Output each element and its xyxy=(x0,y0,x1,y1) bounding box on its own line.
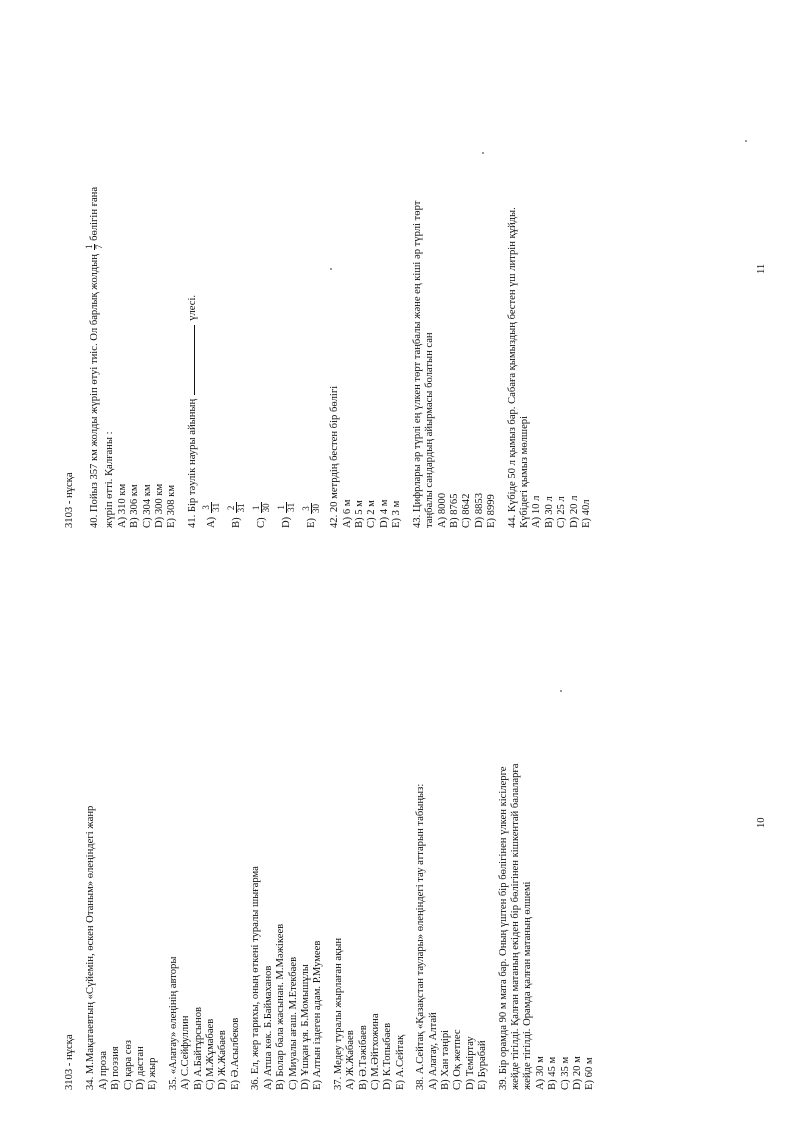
answer-option: C) Оқ жетпес xyxy=(452,1029,464,1090)
answer-option: C) 304 км xyxy=(141,484,153,528)
answer-option xyxy=(252,187,271,528)
answer-option: C) Миуалы ағаш. М.Етекбаев xyxy=(287,956,299,1090)
answer-option: C) 25 л xyxy=(556,496,568,528)
answer-option: B) Хан тәңірі xyxy=(439,1029,451,1090)
fraction xyxy=(227,502,246,513)
fraction-numerator: 1 xyxy=(252,502,262,513)
answer-option: E) Алтын іздеген адам. Р.Мумеев xyxy=(312,940,324,1090)
question-39 xyxy=(498,764,597,1090)
answer-option: E) 3 м xyxy=(391,500,403,528)
option-label: C) xyxy=(256,517,268,528)
fraction-denominator: 31 xyxy=(211,502,222,512)
fraction xyxy=(85,244,104,251)
answer-option: E) 308 км xyxy=(166,484,178,528)
question-34 xyxy=(85,764,159,1090)
answer-option: A) 310 км xyxy=(116,483,128,528)
fraction-denominator: 31 xyxy=(286,502,297,512)
answer-option: B) 30 л xyxy=(543,496,555,528)
answer-option: A) Алатау, Алтай xyxy=(427,1012,439,1090)
answer-option: A) 8000 xyxy=(436,492,448,528)
answer-option: D) Ж.Жабаев xyxy=(217,1030,229,1090)
question-stem: 37. Медеу туралы жырлаған ақын xyxy=(332,937,344,1090)
question-stem: Күбідегі қымыз мөлшері xyxy=(518,415,530,528)
answer-option: E) 60 м xyxy=(584,1057,596,1090)
fraction-numerator: 3 xyxy=(202,502,212,513)
answer-option: B) поэзия xyxy=(110,1046,122,1090)
answer-option xyxy=(302,187,321,528)
answer-option: B) Болар бала жасынан. М.Мәжікеев xyxy=(275,923,287,1090)
question-44 xyxy=(507,187,594,528)
question-stem: 36. Ел, жер тарихы, оның өткені туралы шығарма xyxy=(250,866,262,1090)
question-stem: 42. 20 метрдің бестен бір бөлігі xyxy=(329,385,341,528)
question-stem: 38. А.Сейтақ «Қазақстан таулары» өлеңіндегі тау аттарын табыңыз: xyxy=(415,783,427,1090)
answer-option: A) 6 м xyxy=(341,499,353,528)
fraction-numerator: 1 xyxy=(84,244,95,250)
answer-option: D) 300 км xyxy=(154,483,166,528)
left-page-header: 3103 - нұсқа xyxy=(64,1034,75,1090)
answer-option: E) 40л xyxy=(580,499,592,528)
answer-option: C) 2 м xyxy=(366,500,378,528)
answer-option: E) Бурабай xyxy=(477,1040,489,1090)
answer-option: E) 8999 xyxy=(486,494,498,528)
question-stem: 34. М.Мақатаевтың «Сүйемін, өскен Отаным» өлеңіндегі жанр xyxy=(85,805,97,1090)
right-page-header: 3103 - нұсқа xyxy=(64,472,75,528)
scan-speck xyxy=(482,152,484,154)
fraction xyxy=(302,503,321,514)
question-36 xyxy=(250,764,324,1090)
answer-option: B) 5 м xyxy=(354,500,366,528)
question-43 xyxy=(412,187,499,528)
fraction-denominator: 30 xyxy=(311,504,322,513)
right-page-number: 11 xyxy=(756,263,767,274)
answer-option: D) 4 м xyxy=(378,499,390,528)
question-41 xyxy=(187,187,321,528)
question-38 xyxy=(415,764,489,1090)
question-stem xyxy=(85,187,104,528)
question-stem: 35. «Алатау» өлеңінің авторы xyxy=(167,956,179,1090)
question-stem: таңбалы сандардың айырмасы болатын сан xyxy=(424,332,436,528)
answer-option: A) 30 м xyxy=(534,1056,546,1090)
answer-option: A) С.Сейфуллин xyxy=(180,1015,192,1090)
answer-option: D) 20 л xyxy=(568,495,580,528)
question-40 xyxy=(85,187,178,528)
answer-option: C) 8642 xyxy=(461,493,473,528)
scan-speck xyxy=(330,268,332,270)
left-page-number: 10 xyxy=(756,817,767,828)
question-stem: жейде тігілді. Орамда қалған матаның өлшемі xyxy=(522,881,534,1090)
question-stem-text: 41. Бір тәулік науры айының xyxy=(186,398,198,528)
question-stem: жүріп өтті. Қалғаны : xyxy=(104,431,116,528)
answer-option: E) жыр xyxy=(147,1057,159,1090)
answer-option: D) К.Топыбаев xyxy=(382,1022,394,1090)
right-page-column xyxy=(64,187,601,528)
answer-option: D) 20 м xyxy=(572,1056,584,1090)
answer-option: D) 8853 xyxy=(473,492,485,528)
answer-option: B) 306 км xyxy=(129,484,141,528)
fraction-denominator: 30 xyxy=(261,503,272,513)
answer-option: B) 45 м xyxy=(547,1056,559,1090)
fraction-denominator: 31 xyxy=(236,503,247,513)
question-stem-text: 40. Пойыз 357 км жолды жүріп өтуі тиіс. Ол барлық жолдың xyxy=(89,254,101,528)
option-label: D) xyxy=(281,516,293,528)
question-37 xyxy=(333,764,407,1090)
answer-option: A) Ж.Жабаев xyxy=(345,1030,357,1090)
answer-option: C) М.Әйтхожина xyxy=(369,1013,381,1090)
answer-option: B) 8765 xyxy=(448,493,460,528)
fraction xyxy=(277,502,296,513)
answer-option: C) 35 м xyxy=(559,1056,571,1090)
fraction-numerator: 3 xyxy=(302,503,312,514)
answer-option: D) Ұшқан ұя. Б.Момышұлы xyxy=(299,964,311,1090)
fraction xyxy=(202,502,221,513)
question-42 xyxy=(329,187,403,528)
question-stem: жейде тігілді. Қалған матаның екіден бір бөлігінен кішкентай балаларға xyxy=(510,763,521,1090)
answer-blank xyxy=(194,325,195,395)
scan-speck xyxy=(745,140,747,142)
fraction-numerator: 1 xyxy=(277,502,287,513)
answer-option: A) 10 л xyxy=(531,495,543,528)
answer-option xyxy=(227,187,246,528)
answer-option: D) дастан xyxy=(135,1046,147,1090)
answer-option: A) Атша көк. Б.Баймаханов xyxy=(262,965,274,1090)
question-stem: 39. Бір орамда 90 м мата бар. Оның үштен бір бөлігінен үлкен кісілерге xyxy=(497,766,509,1090)
option-label: A) xyxy=(206,516,218,528)
answer-option xyxy=(277,187,296,528)
option-label: E) xyxy=(306,518,318,528)
answer-option: E) А.Сейтақ xyxy=(394,1034,406,1090)
question-stem xyxy=(187,187,199,528)
answer-option: E) Ә.Асылбеков xyxy=(229,1017,241,1090)
answer-option: B) А.Байтұрсынов xyxy=(192,1006,204,1090)
answer-option: C) қара сөз xyxy=(122,1040,134,1090)
answer-option: C) М.Жұмабаев xyxy=(205,1018,217,1090)
option-label: B) xyxy=(231,517,243,528)
fraction xyxy=(252,502,271,513)
question-stem: 44. Күбіде 50 л қымыз бар. Сабаға қымыздың бестен үш литрін құйды. xyxy=(506,207,518,528)
question-stem-text: үлесі. xyxy=(186,294,198,321)
fraction-denominator: 7 xyxy=(94,244,105,250)
answer-option: B) Ә.Тәжібаев xyxy=(357,1025,369,1090)
question-35 xyxy=(168,764,242,1090)
answer-option: A) проза xyxy=(97,1051,109,1090)
answer-option: D) Теміртау xyxy=(464,1036,476,1090)
fraction-numerator: 2 xyxy=(227,502,237,513)
question-stem: 43. Цифрлары әр түрлі ең үлкен төрт таңбалы және ең кіші әр түрлі төрт xyxy=(411,200,423,528)
scan-speck xyxy=(560,690,562,692)
answer-option xyxy=(202,187,221,528)
question-stem-text: бөлігін ғана xyxy=(89,186,101,241)
left-page-column xyxy=(64,764,605,1090)
